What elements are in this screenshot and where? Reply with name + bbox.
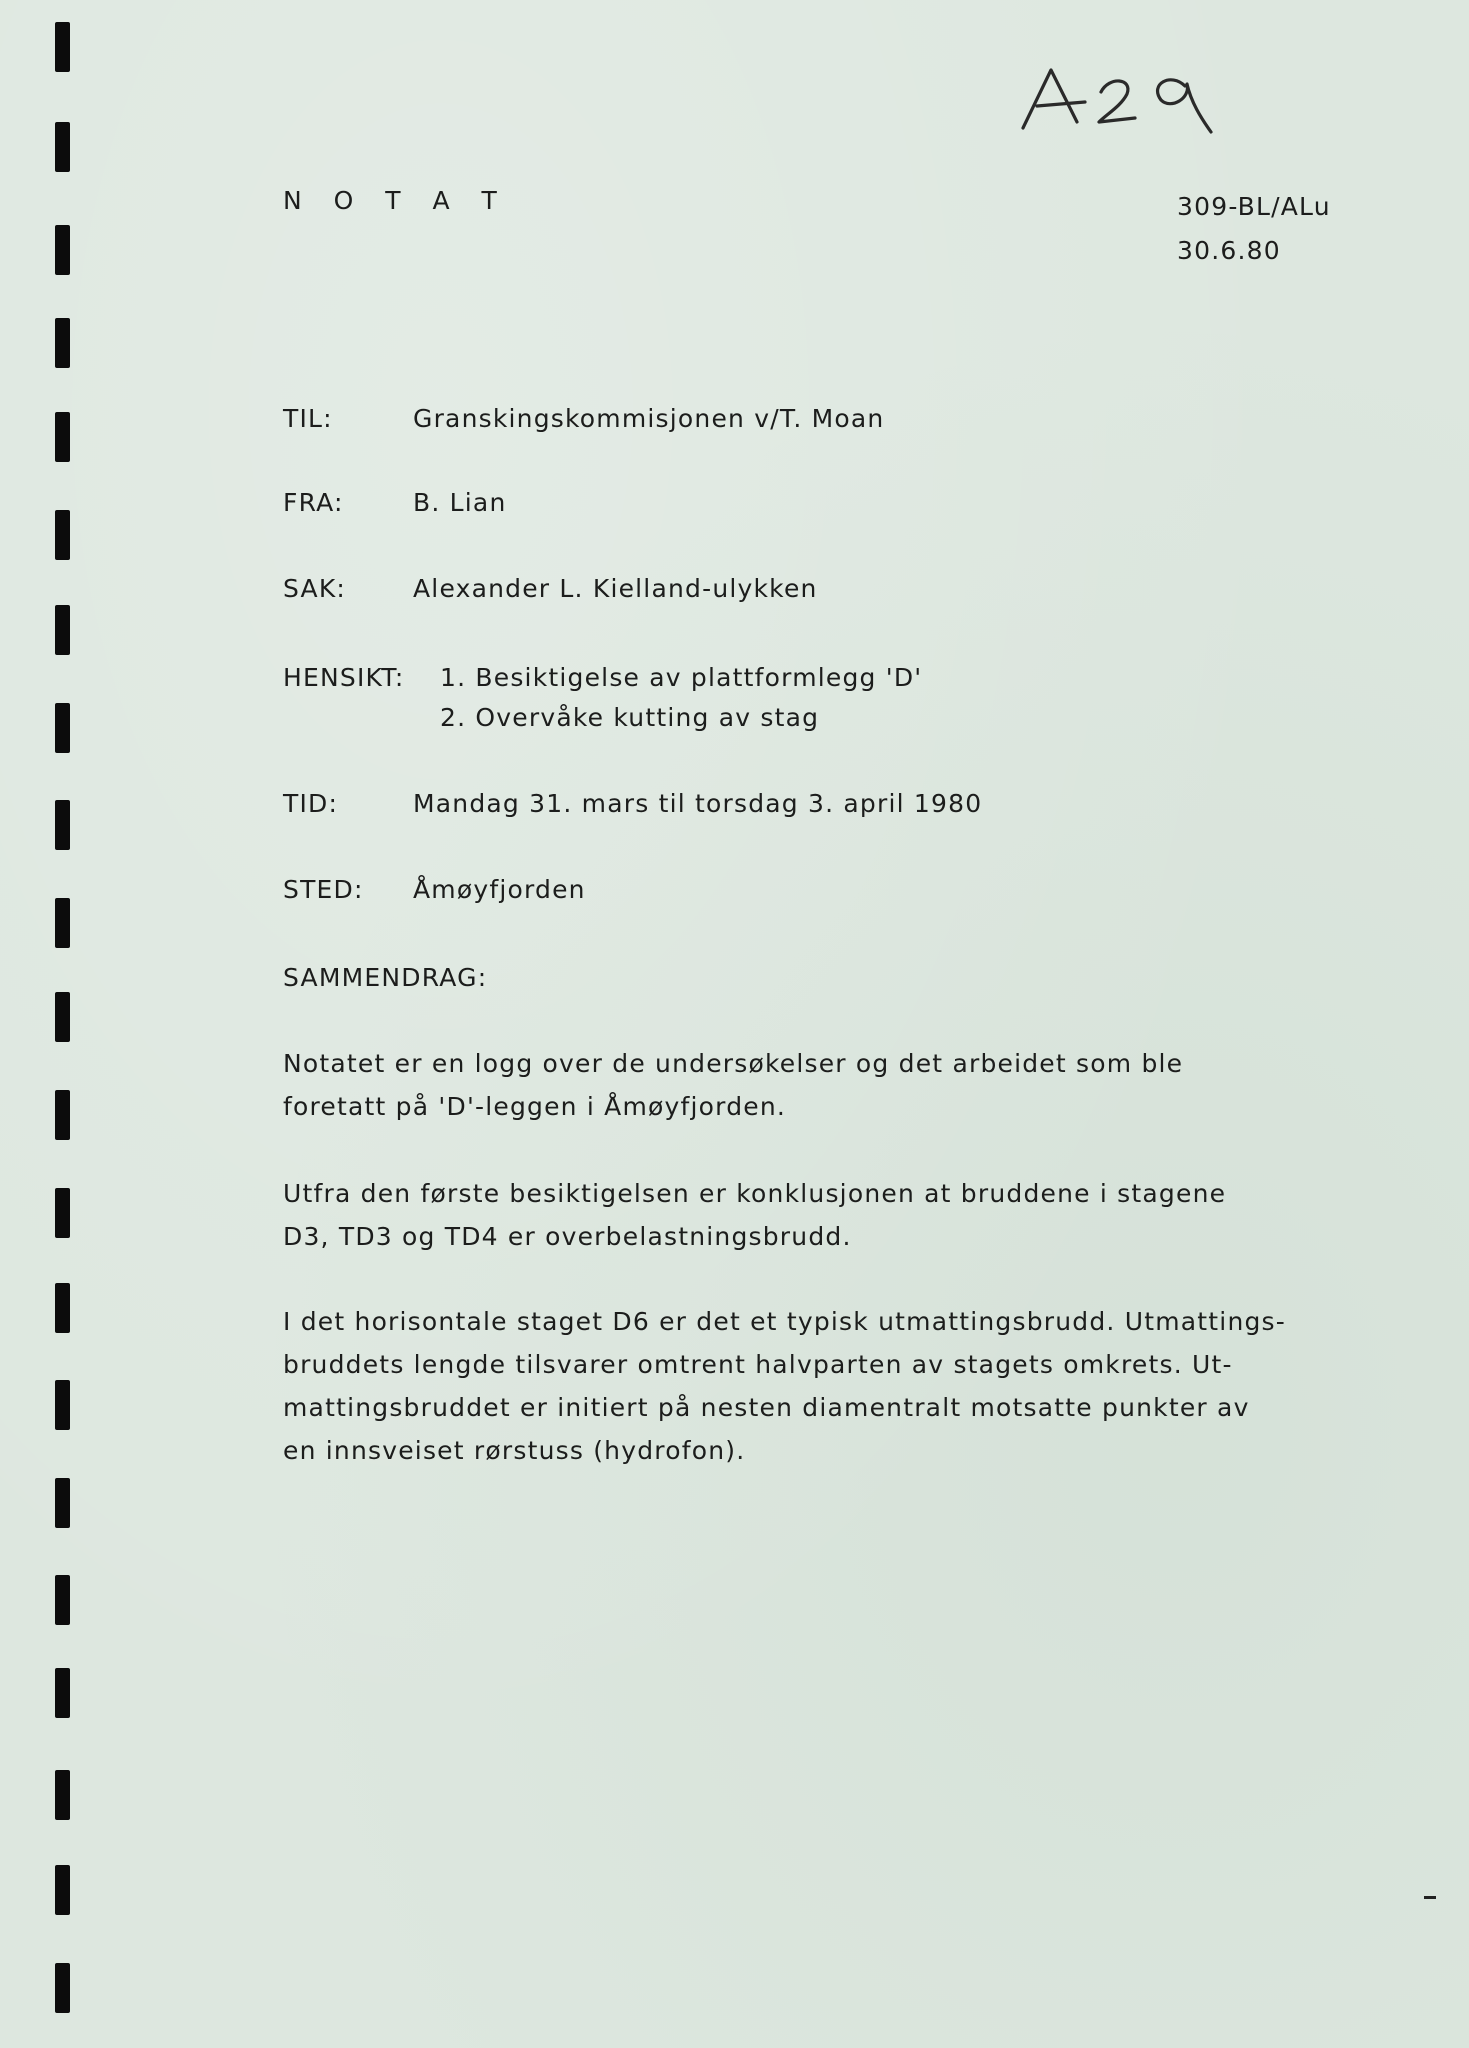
- sak-value: Alexander L. Kielland-ulykken: [413, 574, 818, 603]
- til-value: Granskingskommisjonen v/T. Moan: [413, 404, 885, 433]
- tid-value: Mandag 31. mars til torsdag 3. april 1980: [413, 789, 983, 818]
- summary-paragraph: [283, 1042, 1183, 1128]
- til-label: TIL:: [283, 404, 333, 433]
- paragraph-line: Notatet er en logg over de undersøkelser og det arbeidet som ble: [283, 1049, 1184, 1078]
- scan-mark: [1424, 1896, 1436, 1899]
- punch-hole: [55, 1188, 70, 1238]
- punch-hole: [55, 1865, 70, 1915]
- hensikt-item: 1. Besiktigelse av plattformlegg 'D': [440, 663, 923, 692]
- punch-hole: [55, 1575, 70, 1625]
- reference-code: 309-BL/ALu: [1177, 192, 1331, 221]
- handwritten-archive-mark: [1015, 62, 1235, 142]
- summary-heading: SAMMENDRAG:: [283, 963, 488, 992]
- punch-hole: [55, 1770, 70, 1820]
- punch-hole: [55, 605, 70, 655]
- hensikt-item: 2. Overvåke kutting av stag: [440, 703, 820, 732]
- punch-hole: [55, 992, 70, 1042]
- punch-hole: [55, 1283, 70, 1333]
- punch-hole: [55, 1380, 70, 1430]
- punch-hole: [55, 1668, 70, 1718]
- punch-hole: [55, 412, 70, 462]
- tid-label: TID:: [283, 789, 339, 818]
- punch-hole: [55, 122, 70, 172]
- punch-hole: [55, 225, 70, 275]
- fra-label: FRA:: [283, 488, 344, 517]
- punch-hole: [55, 703, 70, 753]
- document-title: N O T A T: [283, 186, 509, 215]
- paragraph-line: bruddets lengde tilsvarer omtrent halvparten av stagets omkrets. Ut-: [283, 1350, 1233, 1379]
- sak-label: SAK:: [283, 574, 347, 603]
- punch-hole: [55, 1963, 70, 2013]
- fra-value: B. Lian: [413, 488, 507, 517]
- punch-hole-strip: [50, 0, 80, 2048]
- paragraph-line: Utfra den første besiktigelsen er konklusjonen at bruddene i stagene: [283, 1179, 1227, 1208]
- paragraph-line: en innsveiset rørstuss (hydrofon).: [283, 1436, 746, 1465]
- hensikt-label: HENSIKT:: [283, 663, 405, 692]
- paragraph-line: D3, TD3 og TD4 er overbelastningsbrudd.: [283, 1222, 852, 1251]
- punch-hole: [55, 510, 70, 560]
- sted-value: Åmøyfjorden: [413, 875, 586, 904]
- punch-hole: [55, 898, 70, 948]
- summary-paragraph: [283, 1172, 1226, 1258]
- punch-hole: [55, 800, 70, 850]
- punch-hole: [55, 22, 70, 72]
- paragraph-line: foretatt på 'D'-leggen i Åmøyfjorden.: [283, 1092, 787, 1121]
- paragraph-line: I det horisontale staget D6 er det et typisk utmattingsbrudd. Utmattings-: [283, 1307, 1287, 1336]
- summary-paragraph: [283, 1300, 1286, 1472]
- punch-hole: [55, 1090, 70, 1140]
- punch-hole: [55, 318, 70, 368]
- paragraph-line: mattingsbruddet er initiert på nesten diamentralt motsatte punkter av: [283, 1393, 1250, 1422]
- sted-label: STED:: [283, 875, 364, 904]
- document-date: 30.6.80: [1177, 236, 1281, 265]
- punch-hole: [55, 1478, 70, 1528]
